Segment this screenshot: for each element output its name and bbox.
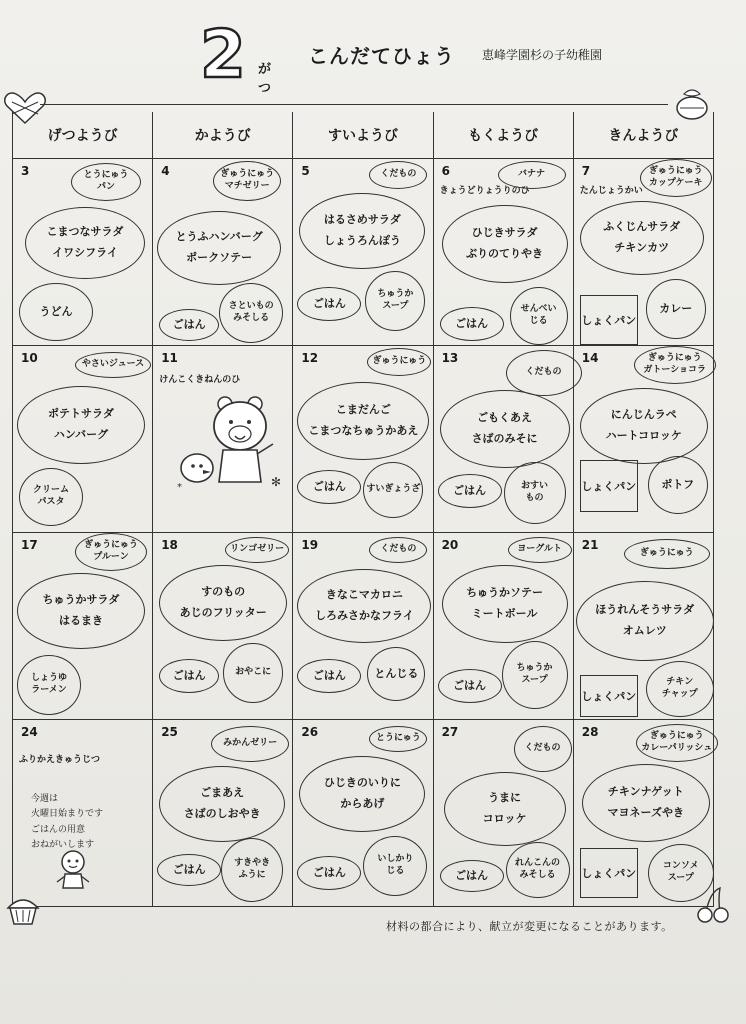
main-dish-oval: にんじんラペ ハートコロッケ bbox=[580, 388, 708, 464]
day-cell-25 bbox=[153, 720, 293, 907]
day-number: 19 bbox=[301, 538, 319, 552]
bear-icon bbox=[173, 394, 283, 494]
snack-oval: バナナ bbox=[498, 161, 566, 189]
page-title: こんだてひょう bbox=[308, 44, 455, 68]
day-cell-18 bbox=[153, 533, 293, 720]
soup-oval: れんこんの みそしる bbox=[506, 842, 570, 898]
main-dish-oval: すのもの あじのフリッター bbox=[159, 565, 287, 641]
soup-oval: ちゅうか スープ bbox=[365, 271, 425, 331]
day-cell-7 bbox=[573, 159, 713, 346]
child-icon bbox=[53, 848, 93, 894]
month-number: 2 bbox=[200, 16, 246, 93]
snack-oval: くだもの bbox=[369, 161, 427, 189]
staple-oval: ごはん bbox=[297, 470, 361, 504]
main-dish-oval: ひじきサラダ ぶりのてりやき bbox=[442, 205, 568, 283]
staple-oval: ごはん bbox=[157, 854, 221, 886]
day-number: 27 bbox=[441, 725, 459, 739]
day-cell-28 bbox=[573, 720, 713, 907]
month-suffix: がつ bbox=[258, 62, 272, 96]
weekday-fri: きんようび bbox=[573, 112, 713, 159]
day-number: 7 bbox=[581, 164, 591, 178]
day-cell-5 bbox=[293, 159, 433, 346]
day-number: 20 bbox=[441, 538, 459, 552]
header-rule bbox=[40, 104, 668, 105]
bread-box: しょくパン bbox=[580, 675, 638, 717]
snack-oval: くだもの bbox=[506, 350, 582, 396]
soup-oval: ちゅうか スープ bbox=[502, 641, 568, 709]
day-cell-4 bbox=[153, 159, 293, 346]
soup-oval: おすい もの bbox=[504, 462, 566, 524]
staple-oval: ごはん bbox=[297, 659, 361, 693]
day-cell-21 bbox=[573, 533, 713, 720]
snack-oval: とうにゅう パン bbox=[71, 163, 141, 201]
event-note: けんこくきねんのひ bbox=[159, 375, 241, 385]
day-cell-26 bbox=[293, 720, 433, 907]
main-dish-oval: ふくじんサラダ チキンカツ bbox=[580, 201, 704, 275]
main-dish-oval: ポテトサラダ ハンバーグ bbox=[17, 386, 145, 464]
soup-oval: いしかり じる bbox=[363, 836, 427, 896]
main-dish-oval: ひじきのいりに からあげ bbox=[299, 756, 425, 832]
weekday-header bbox=[13, 112, 714, 159]
snack-oval: ぎゅうにゅう カレーパリッシュ bbox=[636, 724, 718, 762]
event-note: きょうどりょうりのひ bbox=[439, 186, 530, 196]
day-number: 26 bbox=[301, 725, 319, 739]
day-number: 17 bbox=[21, 538, 38, 552]
snack-oval: ぎゅうにゅう カップケーキ bbox=[640, 159, 712, 197]
day-number: 4 bbox=[161, 164, 170, 178]
main-dish-oval: こまつなサラダ イワシフライ bbox=[25, 207, 145, 279]
weekday-wed: すいようび bbox=[293, 112, 433, 159]
day-cell-14 bbox=[573, 346, 713, 533]
soup-oval: おやこに bbox=[223, 643, 283, 703]
snack-oval: ぎゅうにゅう マチゼリー bbox=[213, 161, 281, 201]
event-note: ふりかえきゅうじつ bbox=[19, 755, 101, 765]
svg-text:✻: ✻ bbox=[271, 475, 282, 489]
staple-oval: ごはん bbox=[438, 669, 502, 703]
snack-oval: やさいジュース bbox=[75, 352, 151, 378]
weekday-thu: もくようび bbox=[433, 112, 573, 159]
day-number: 11 bbox=[161, 351, 178, 365]
day-number: 28 bbox=[581, 725, 599, 739]
week-row bbox=[13, 720, 714, 907]
main-dish-oval: ごまあえ さばのしおやき bbox=[159, 766, 285, 842]
snack-oval: ぎゅうにゅう プルーン bbox=[75, 533, 147, 571]
month-badge bbox=[200, 16, 272, 96]
menu-calendar bbox=[12, 112, 714, 907]
staple-oval: ごはん bbox=[297, 287, 361, 321]
day-cell-17 bbox=[13, 533, 153, 720]
staple-oval: クリーム パスタ bbox=[19, 468, 83, 526]
notice-message: 今週は 火曜日始まりです ごはんの用意 おねがいします bbox=[31, 794, 104, 850]
svg-text:*: * bbox=[177, 482, 183, 493]
main-dish-oval: こまだんご こまつなちゅうかあえ bbox=[297, 382, 429, 460]
main-dish-oval: ほうれんそうサラダ オムレツ bbox=[576, 581, 714, 661]
side-oval: カレー bbox=[646, 279, 706, 339]
day-number: 12 bbox=[301, 351, 319, 365]
day-cell-24 bbox=[13, 720, 153, 907]
snack-oval: ぎゅうにゅう bbox=[624, 539, 710, 569]
day-cell-20 bbox=[433, 533, 573, 720]
school-name: 恵峰学園杉の子幼稚園 bbox=[482, 48, 603, 62]
staple-oval: ごはん bbox=[440, 307, 504, 341]
main-dish-oval: チキンナゲット マヨネーズやき bbox=[582, 764, 710, 842]
day-cell-6 bbox=[433, 159, 573, 346]
day-cell-10 bbox=[13, 346, 153, 533]
day-cell-12 bbox=[293, 346, 433, 533]
day-number: 13 bbox=[441, 351, 459, 365]
staple-oval: ごはん bbox=[159, 309, 219, 341]
day-cell-3 bbox=[13, 159, 153, 346]
day-number: 3 bbox=[21, 164, 30, 178]
main-dish-oval: とうふハンバーグ ポークソテー bbox=[157, 211, 281, 285]
day-cell-13 bbox=[433, 346, 573, 533]
main-dish-oval: はるさめサラダ しょうろんぽう bbox=[299, 193, 425, 269]
bread-box: しょくパン bbox=[580, 295, 638, 345]
main-dish-oval: ちゅうかサラダ はるまき bbox=[17, 573, 145, 649]
main-dish-oval: ごもくあえ さばのみそに bbox=[440, 390, 570, 468]
snack-oval: みかんゼリー bbox=[211, 726, 289, 762]
main-dish-oval: うまに コロッケ bbox=[444, 772, 566, 846]
day-number: 24 bbox=[21, 725, 38, 739]
snack-oval: とうにゅう bbox=[369, 726, 427, 752]
day-number: 6 bbox=[441, 164, 450, 178]
week-row bbox=[13, 533, 714, 720]
weekday-tue: かようび bbox=[153, 112, 293, 159]
snack-oval: ぎゅうにゅう ガトーショコラ bbox=[634, 346, 716, 384]
cherry-icon bbox=[694, 884, 732, 924]
snack-oval: くだもの bbox=[369, 537, 427, 563]
snack-oval: くだもの bbox=[514, 726, 572, 772]
week-row bbox=[13, 159, 714, 346]
side-oval: ポトフ bbox=[648, 456, 708, 514]
event-note: たんじょうかい bbox=[579, 186, 643, 196]
bread-box: しょくパン bbox=[580, 848, 638, 898]
staple-oval: ごはん bbox=[440, 860, 504, 892]
soup-oval: さといもの みそしる bbox=[219, 283, 283, 343]
day-cell-19 bbox=[293, 533, 433, 720]
main-dish-oval: きなこマカロニ しろみさかなフライ bbox=[297, 569, 431, 643]
footer-note: 材料の都合により、献立が変更になることがあります。 bbox=[386, 920, 673, 933]
staple-oval: ごはん bbox=[438, 474, 502, 508]
day-cell-11 bbox=[153, 346, 293, 533]
day-number: 21 bbox=[581, 538, 599, 552]
day-number: 5 bbox=[301, 164, 310, 178]
side-oval: コンソメ スープ bbox=[648, 844, 714, 902]
soup-oval: すいぎょうざ bbox=[363, 462, 423, 518]
day-cell-27 bbox=[433, 720, 573, 907]
staple-oval: うどん bbox=[19, 283, 93, 341]
soup-oval: すきやき ふうに bbox=[221, 838, 283, 902]
day-number: 14 bbox=[581, 351, 599, 365]
soup-oval: とんじる bbox=[367, 647, 425, 701]
snack-oval: ヨーグルト bbox=[508, 537, 572, 563]
snack-oval: リンゴゼリー bbox=[225, 537, 289, 563]
staple-oval: しょうゆ ラーメン bbox=[17, 655, 81, 715]
staple-oval: ごはん bbox=[159, 659, 219, 693]
week-row bbox=[13, 346, 714, 533]
bread-box: しょくパン bbox=[580, 460, 638, 512]
main-dish-oval: ちゅうかソテー ミートボール bbox=[442, 565, 568, 643]
day-number: 10 bbox=[21, 351, 38, 365]
weekday-mon: げつようび bbox=[13, 112, 153, 159]
side-oval: チキン チャップ bbox=[646, 661, 714, 717]
staple-oval: ごはん bbox=[297, 856, 361, 890]
soup-oval: せんべい じる bbox=[510, 287, 568, 345]
cupcake-icon bbox=[4, 892, 42, 928]
day-number: 18 bbox=[161, 538, 178, 552]
day-number: 25 bbox=[161, 725, 178, 739]
snack-oval: ぎゅうにゅう bbox=[367, 348, 431, 376]
